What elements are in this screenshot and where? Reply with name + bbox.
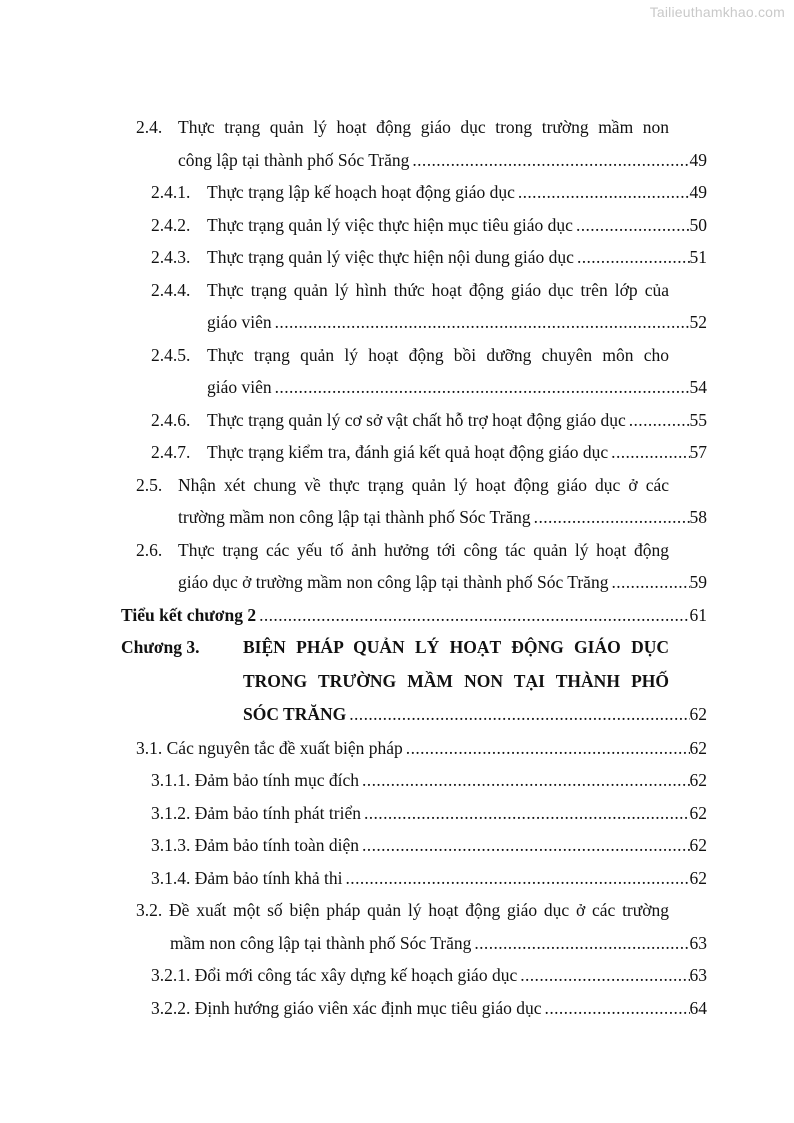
page-number: 49 [689,182,707,202]
page-number: 64 [689,997,707,1018]
entry-title-line-1: Thực trạng quản lý hình thức hoạt động giáo dục trên lớp của [207,279,669,300]
toc-entry-2-4-2[interactable] [0,209,794,242]
entry-number: 2.4.3. [151,247,191,267]
entry-number: 2.4. [136,117,163,137]
page-number: 50 [689,214,707,235]
toc-entry-3-2-1[interactable] [0,959,794,992]
entry-title: 3.2.2. Định hướng giáo viên xác định mục tiêu giáo dục [151,997,542,1018]
entry-title: Thực trạng kiểm tra, đánh giá kết quả hoạt động giáo dục [207,442,609,462]
entry-title: 3.1.1. Đảm bảo tính mục đích [151,770,360,790]
dot-leader [626,404,690,437]
page-number: 51 [689,247,707,267]
page-number: 62 [689,704,707,724]
page-number: 62 [689,737,707,758]
dot-leader [409,144,689,177]
entry-title: 3.1.3. Đảm bảo tính toàn diện [151,835,360,855]
toc-entry-3-1-4[interactable] [0,862,794,895]
entry-title-line-2: trường mầm non công lập tại thành phố Sóc Trăng [178,507,531,527]
page-number: 55 [689,409,707,430]
dot-leader [343,862,690,895]
dot-leader [531,501,690,534]
entry-title-line-1: Thực trạng các yếu tố ảnh hưởng tới công tác quản lý hoạt động [178,539,669,560]
page-number: 63 [689,965,707,985]
toc-entry-2-5[interactable] [0,469,794,534]
page-number: 49 [689,149,707,170]
chapter-label: Chương 3. [121,637,200,657]
toc-entry-2-4-6[interactable] [0,404,794,437]
entry-title: 3.1.2. Đảm bảo tính phát triển [151,802,361,823]
entry-number: 2.5. [136,474,163,495]
toc-entry-chapter-3[interactable] [0,631,794,732]
entry-title: Thực trạng quản lý việc thực hiện mục tiêu giáo dục [207,214,573,235]
dot-leader [573,209,690,242]
page-number: 62 [689,802,707,823]
page-number: 52 [689,312,707,332]
toc-entry-2-4-5[interactable] [0,339,794,404]
entry-title: Tiểu kết chương 2 [121,604,257,625]
entry-number: 2.4.1. [151,182,191,202]
page-number: 54 [689,377,707,397]
entry-title-line-2: giáo viên [207,312,272,332]
dot-leader [256,599,689,632]
entry-title: Thực trạng lập kế hoạch hoạt động giáo dục [207,182,515,202]
entry-title: Thực trạng quản lý việc thực hiện nội dung giáo dục [207,247,574,267]
dot-leader [574,241,690,274]
entry-number: 2.4.4. [151,279,191,300]
entry-title: Thực trạng quản lý cơ sở vật chất hỗ trợ hoạt động giáo dục [207,409,626,430]
dot-leader [361,797,690,830]
dot-leader [515,176,690,209]
chapter-title-line-2: TRONG TRƯỜNG MẦM NON TẠI THÀNH PHỐ [243,670,669,691]
dot-leader [272,371,690,404]
toc-entry-3-1-1[interactable] [0,764,794,797]
entry-title-line-2: giáo dục ở trường mầm non công lập tại thành phố Sóc Trăng [178,572,609,592]
dot-leader [272,306,690,339]
toc-entry-3-1-2[interactable] [0,797,794,830]
toc-entry-2-4[interactable] [0,111,794,176]
dot-leader [471,927,689,960]
dot-leader [608,566,689,599]
dot-leader [542,992,690,1025]
chapter-title-line-1: BIỆN PHÁP QUẢN LÝ HOẠT ĐỘNG GIÁO DỤC [243,637,669,657]
page-number: 62 [689,835,707,855]
toc-entry-3-1-3[interactable] [0,829,794,862]
toc-entry-3-1[interactable] [0,732,794,765]
page-number: 57 [689,442,707,462]
entry-title: 3.2.1. Đổi mới công tác xây dựng kế hoạch giáo dục [151,965,518,985]
entry-title: 3.1. Các nguyên tắc đề xuất biện pháp [136,737,403,758]
toc-entry-2-4-7[interactable] [0,436,794,469]
dot-leader [346,698,689,732]
entry-number: 2.4.2. [151,214,191,235]
toc-entry-chapter-2-summary[interactable] [0,599,794,632]
entry-title-line-1: Nhận xét chung về thực trạng quản lý hoạt động giáo dục ở các [178,474,669,495]
entry-title: 3.1.4. Đảm bảo tính khả thi [151,867,343,888]
page-number: 62 [689,770,707,790]
toc-entry-2-6[interactable] [0,534,794,599]
entry-number: 2.4.7. [151,442,191,462]
chapter-title-line-3: SÓC TRĂNG [243,704,347,724]
dot-leader [359,764,689,797]
page-number: 59 [689,572,707,592]
toc-entry-3-2-2[interactable] [0,992,794,1025]
entry-title-line-1: Thực trạng quản lý hoạt động bồi dưỡng chuyên môn cho [207,344,669,365]
entry-title-line-2: giáo viên [207,377,272,397]
entry-number: 2.6. [136,539,163,560]
dot-leader [608,436,689,469]
entry-title-line-1: 3.2. Đề xuất một số biện pháp quản lý hoạt động giáo dục ở các trường [136,900,669,920]
entry-number: 2.4.6. [151,409,191,430]
page-number: 62 [689,867,707,888]
dot-leader [517,959,689,992]
page-number: 58 [689,507,707,527]
entry-number: 2.4.5. [151,344,191,365]
toc-entry-3-2[interactable] [0,894,794,959]
page-number: 63 [689,932,707,953]
toc-entry-2-4-1[interactable] [0,176,794,209]
dot-leader [403,732,690,765]
entry-title-line-2: công lập tại thành phố Sóc Trăng [178,149,410,170]
entry-title-line-2: mầm non công lập tại thành phố Sóc Trăng [170,932,472,953]
page-number: 61 [689,604,707,625]
dot-leader [359,829,689,862]
watermark: Tailieuthamkhao.com [649,4,785,20]
toc-entry-2-4-3[interactable] [0,241,794,274]
table-of-contents [0,111,794,1024]
toc-entry-2-4-4[interactable] [0,274,794,339]
entry-title-line-1: Thực trạng quản lý hoạt động giáo dục trong trường mầm non [178,117,669,137]
